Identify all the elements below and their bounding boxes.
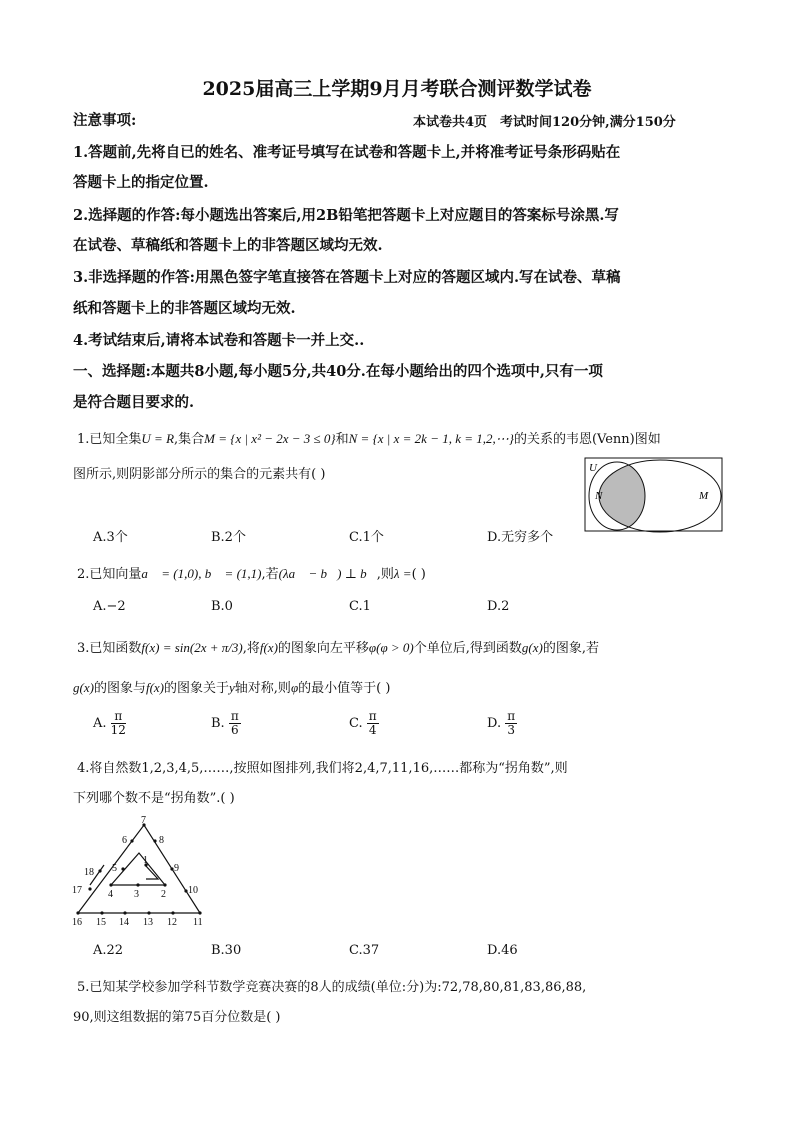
num-7: 7 [141,815,146,826]
label-n: N [595,490,603,502]
dot-18 [98,869,101,872]
outer-triangle-sides [78,825,200,913]
q3-option-d: D. $\frac{\pi}{3}$ [487,709,516,738]
num-10: 10 [188,885,198,896]
num-1: 1 [143,855,148,866]
dot-15 [100,911,103,914]
num-15: 15 [96,917,106,928]
dot-11 [198,911,201,914]
num-8: 8 [159,835,164,846]
question-2: 2.已知向量a⃗ = (1,0), b⃗ = (1,1),若(λa⃗ − b⃗) ⊥ b⃗,则λ =( ) [77,566,426,582]
question-1-line-2: 图所示,则阴影部分所示的集合的元素共有( ) [73,467,326,482]
q2-option-d: D.2 [487,599,510,614]
num-5: 5 [112,863,117,874]
set-n: N = {x | x = 2k − 1, k = 1,2,⋯} [348,431,514,446]
notice-item-2-line-2: 在试卷、草稿纸和答题卡上的非答题区域均无效. [73,237,383,254]
label-m: M [699,490,709,502]
num-3: 3 [134,889,139,900]
dot-3 [136,883,139,886]
q4-option-d: D.46 [487,943,518,958]
universal-set: U = R [141,431,175,446]
section-1-line-2: 是符合题目要求的. [73,394,195,411]
notice-pages: 本试卷共4页 [413,115,488,130]
question-3-line-2: g(x)的图象与f(x)的图象关于y轴对称,则φ的最小值等于( ) [73,680,391,696]
num-11: 11 [193,917,203,928]
notice-item-2-line-1: 2.选择题的作答:每小题选出答案后,用2B铅笔把答题卡上对应题目的答案标号涂黑.写 [73,207,619,224]
num-6: 6 [122,835,127,846]
dot-6 [130,839,133,842]
vector-def: a⃗ = (1,0), b⃗ = (1,1) [141,566,262,581]
question-5-line-2: 90,则这组数据的第75百分位数是( ) [73,1010,281,1025]
innermost-hook [145,865,158,879]
q2-option-b: B.0 [211,599,233,614]
question-3-line-1: 3.已知函数f(x) = sin(2x + π/3),将f(x)的图象向左平移φ(φ > 0)个单位后,得到函数g(x)的图象,若 [77,640,599,656]
question-1-line-1: 1.已知全集U = R,集合M = {x | x² − 2x − 3 ≤ 0}和N = {x | x = 2k − 1, k = 1,2,⋯}的关系的韦恩(Venn)图如 [77,431,661,447]
num-18: 18 [84,867,94,878]
q3-option-b: B. $\frac{\pi}{6}$ [211,709,239,738]
notice-item-3-line-2: 纸和答题卡上的非答题区域均无效. [73,300,296,317]
q4-option-c: C.37 [349,943,380,958]
q3-option-c: C. $\frac{\pi}{4}$ [349,709,377,738]
q1-option-c: C.1个 [349,530,384,545]
triangle-number-figure [66,813,216,928]
dot-5 [121,867,124,870]
notice-label: 注意事项: [73,112,137,129]
q1-option-b: B.2个 [211,530,246,545]
function-f: f(x) = sin(2x + π/3) [141,640,243,655]
q1-option-d: D.无穷多个 [487,530,554,545]
label-u: U [589,462,597,474]
dot-13 [147,911,150,914]
num-13: 13 [143,917,153,928]
notice-item-1-line-2: 答题卡上的指定位置. [73,174,209,191]
figure-dots [76,823,201,914]
page-title: 2025届高三上学期9月月考联合测评数学试卷 [202,78,592,100]
question-4-line-2: 下列哪个数不是“拐角数”.( ) [73,791,235,806]
q2-option-c: C.1 [349,599,371,614]
notice-item-3-line-1: 3.非选择题的作答:用黑色签字笔直接答在答题卡上对应的答题区域内.写在试卷、草稿 [73,269,621,286]
dot-12 [171,911,174,914]
q3-option-a: A. $\frac{\pi}{12}$ [93,709,126,738]
num-16: 16 [72,917,82,928]
num-17: 17 [72,885,82,896]
num-4: 4 [108,889,113,900]
question-5-line-1: 5.已知某学校参加学科节数学竞赛决赛的8人的成绩(单位:分)为:72,78,80,81,83,86,88, [77,980,587,995]
q4-option-a: A.22 [93,943,124,958]
venn-diagram [584,457,724,533]
notice-time: 考试时间120分钟,满分150分 [500,115,676,130]
num-2: 2 [161,889,166,900]
section-1-line-1: 一、选择题:本题共8小题,每小题5分,共40分.在每小题给出的四个选项中,只有一项 [73,363,603,380]
q2-option-a: A.−2 [93,599,126,614]
dot-14 [123,911,126,914]
q4-option-b: B.30 [211,943,242,958]
dot-8 [153,839,156,842]
num-14: 14 [119,917,129,928]
set-m: M = {x | x² − 2x − 3 ≤ 0} [204,431,336,446]
dot-4 [109,883,112,886]
dot-16 [76,911,79,914]
dot-17 [88,887,91,890]
q1-option-a: A.3个 [93,530,128,545]
perp-condition: (λa⃗ − b⃗) ⊥ b⃗ [278,566,377,581]
num-9: 9 [174,863,179,874]
dot-2 [163,883,166,886]
question-4-line-1: 4.将自然数1,2,3,4,5,……,按照如图排列,我们将2,4,7,11,16,……都称为“拐角数”,则 [77,761,568,776]
notice-item-1-line-1: 1.答题前,先将自已的姓名、准考证号填写在试卷和答题卡上,并将准考证号条形码贴在 [73,144,621,161]
notice-item-4: 4.考试结束后,请将本试卷和答题卡一并上交.. [73,332,365,349]
num-12: 12 [167,917,177,928]
